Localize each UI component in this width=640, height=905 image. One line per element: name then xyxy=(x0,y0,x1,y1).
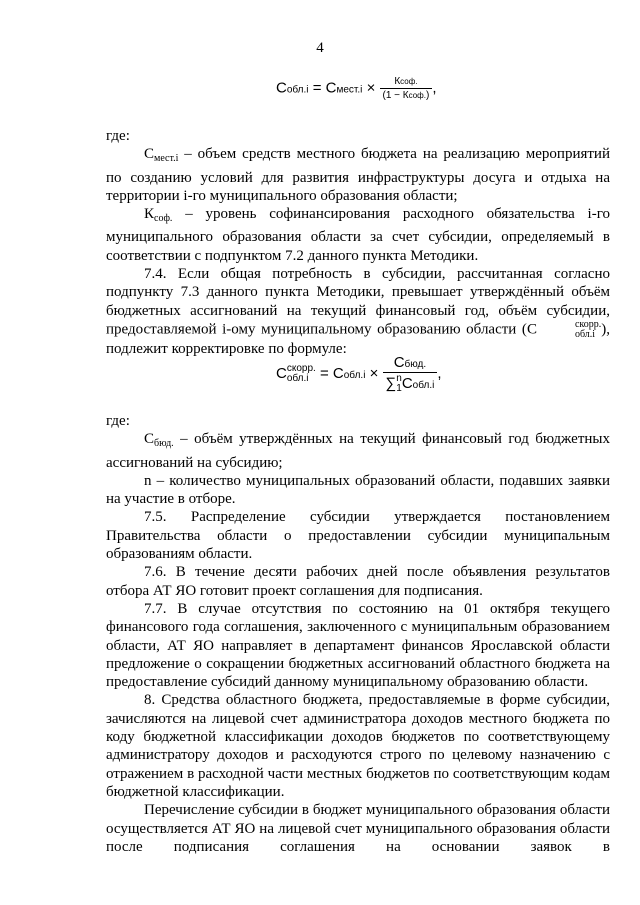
formula-subscript: обл.i xyxy=(286,84,309,96)
definition-c-mest: $С_{мест.i}$ – объем средств местного бюджета на реализацию мероприятий по созданию условий для развития инфраструктуры досуга и отдыха на территории i-го муниципального образования области; xyxy=(106,146,610,204)
paragraph-7-5: 7.5. Распределение субсидии утверждается постановлением Правительства области о предоставлении субсидии муниципальным образованиям области. xyxy=(106,509,610,563)
fraction-denominator: (1 − Ксоф.) xyxy=(382,90,430,101)
formula-equals: = xyxy=(319,364,329,382)
paragraph-7-4-cont: подлежит корректировке по формуле: xyxy=(106,340,347,357)
where-label: где: xyxy=(106,128,130,144)
paragraph-7-4: 7.4. Если общая потребность в субсидии, рассчитанная согласно подпункту 7.3 данного пункта Методики, превышает утверждённый объём бюджетных ассигнований на текущий финансовый год, объём субсидии, предоставляемой i-ому муниципальному образованию области (С скорр. обл.i ), xyxy=(106,266,610,340)
formula-subscript: мест.i xyxy=(336,84,363,96)
formula-subscript: обл.i xyxy=(343,369,366,381)
sum-symbol: ∑ xyxy=(385,374,397,392)
definition-c-bud: $С_{бюд.}$ – объём утверждённых на текущий финансовый год бюджетных ассигнований на субсидию; xyxy=(106,431,610,471)
formula-fraction xyxy=(383,354,438,394)
formula-comma: , xyxy=(432,79,437,97)
supsub-notation: скорр. обл.i xyxy=(574,318,602,340)
definition-n: n – количество муниципальных образований области, подавших заявки на участие в отборе. xyxy=(106,472,610,508)
fraction-denominator: ∑ n 1 Собл.i xyxy=(385,373,435,394)
paragraph-7-7: 7.7. В случае отсутствия по состоянию на 01 октября текущего финансового года соглашения, заключенного с муниципальным образованием области, АТ ЯО направляет в департамент финансов Ярославской области предложение о сокращении бюджетных ассигнований областного бюджета на предоставление субсидий данному муниципальному образованию области. xyxy=(106,600,610,691)
paragraph-8: 8. Средства областного бюджета, предоставляемые в форме субсидии, зачисляются на лицевой счет администратора доходов местного бюджета по коду бюджетной классификации доходов бюджетов по соответствующему администратору доходов и расходуются строго по целевому назначению с отражением в расходной части местных бюджетов по соответствующим кодам бюджетной классификации. xyxy=(106,692,610,800)
text-block-1 xyxy=(106,127,610,358)
formula-fraction xyxy=(380,76,433,101)
text-block-2 xyxy=(106,412,610,856)
formula-times: × xyxy=(369,364,379,382)
fraction-numerator: Сбюд. xyxy=(383,354,438,373)
where-label: где: xyxy=(106,413,130,429)
formula-symbol: С xyxy=(325,79,337,97)
page-number: 4 xyxy=(316,40,324,56)
formula-symbol: С xyxy=(332,364,344,382)
formula-corrected-subsidy xyxy=(276,354,442,394)
formula-symbol: С xyxy=(276,79,287,97)
formula-symbol: С xyxy=(276,364,287,382)
formula-comma: , xyxy=(437,364,442,382)
definition-k-sof: $К_{соф.}$ – уровень софинансирования расходного обязательства i-го муниципального образования области за счет субсидии, определяемый в соответствии с подпунктом 7.2 данного пункта Методики. xyxy=(106,206,610,264)
formula-equals: = xyxy=(312,79,322,97)
paragraph-7-6: 7.6. В течение десяти рабочих дней после объявления результатов отбора АТ ЯО готовит проект соглашения для подписания. xyxy=(106,564,610,599)
paragraph-8-transfer: Перечисление субсидии в бюджет муниципального образования области осуществляется АТ ЯО на лицевой счет муниципального образования области после подписания соглашения на основании заявок в xyxy=(106,802,610,855)
formula-subsidy xyxy=(276,76,437,101)
formula-supsub: скорр. обл.i xyxy=(286,363,316,384)
fraction-numerator: Ксоф. xyxy=(380,76,433,89)
formula-times: × xyxy=(366,79,376,97)
